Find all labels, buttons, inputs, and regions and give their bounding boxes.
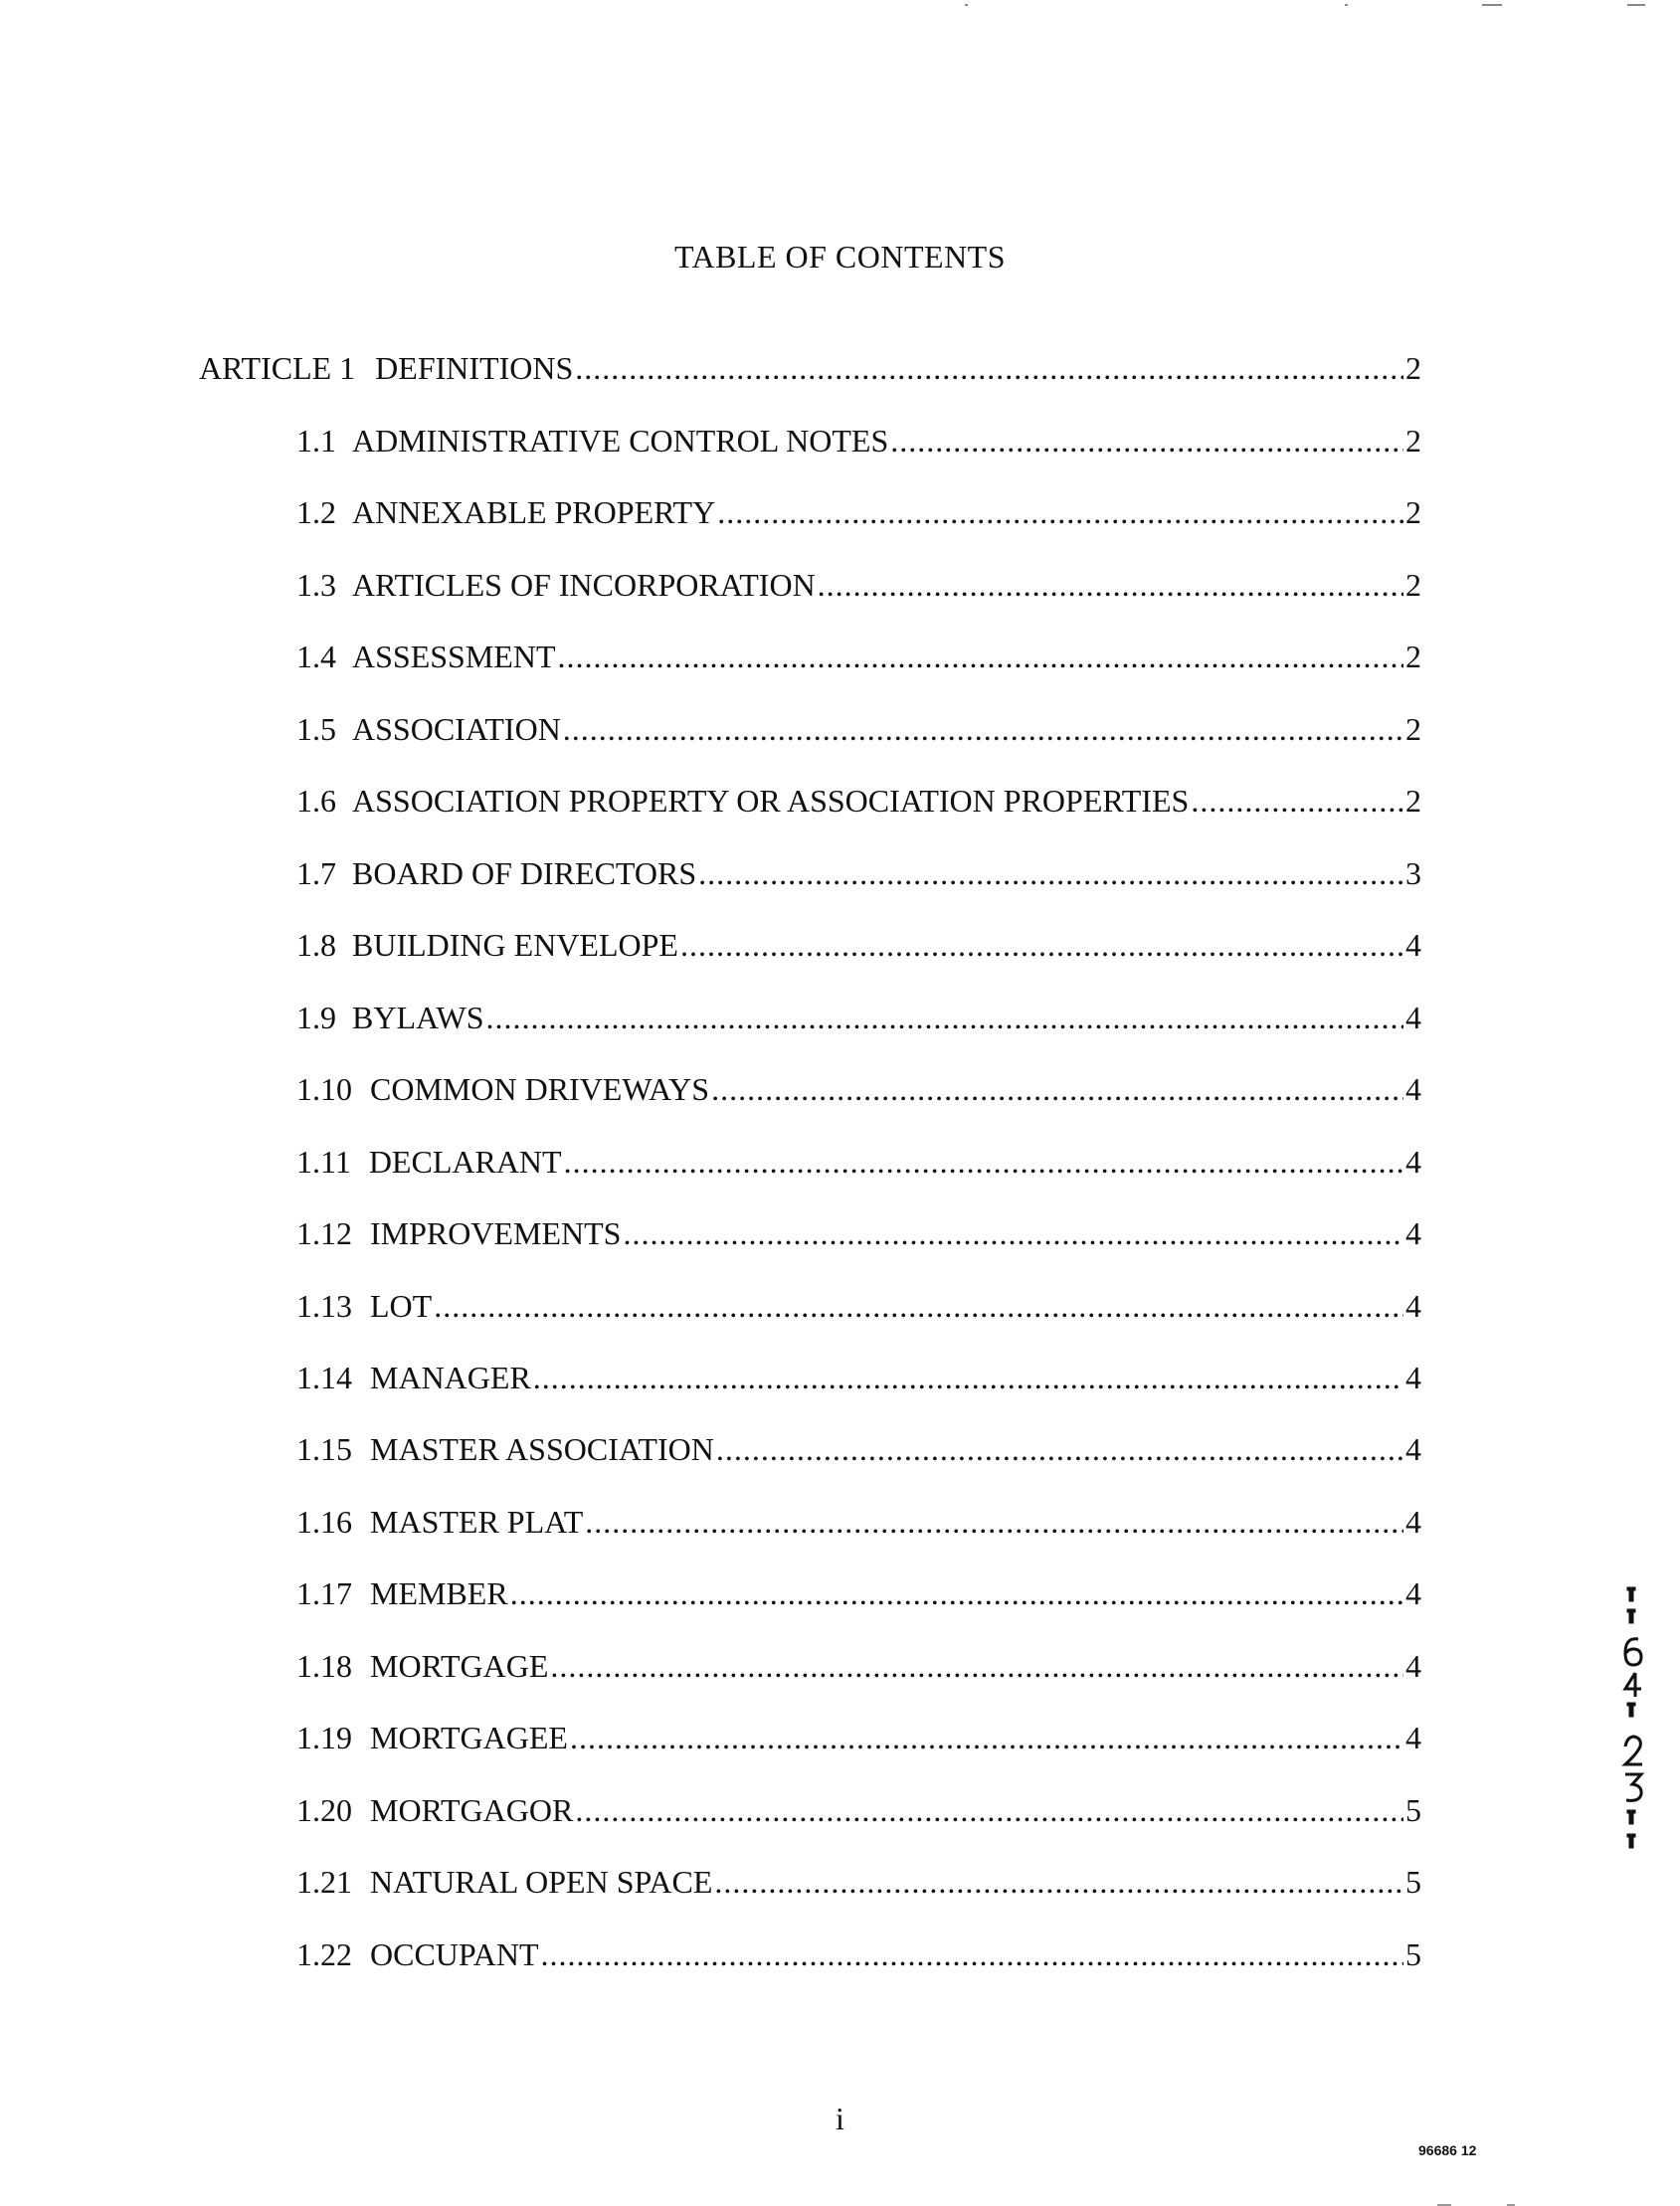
toc-entry-page: 2 [1405,567,1421,603]
toc-entry-number: 1.20 [296,1792,352,1828]
toc-entry-1-15 [296,1429,1421,1469]
toc-entry-1-21 [296,1862,1421,1902]
toc-entry-page: 4 [1405,1071,1421,1107]
toc-entry-number: 1.17 [296,1575,352,1611]
toc-entry-label: ASSESSMENT [352,639,556,674]
dot-leader [714,1862,1403,1902]
toc-entry-page: 4 [1405,1720,1421,1755]
dot-leader [716,1429,1403,1469]
toc-entry-label: OCCUPANT [370,1936,539,1972]
toc-entry-label: ASSOCIATION PROPERTY OR ASSOCIATION PROPERTIES [352,783,1190,819]
toc-entry-number: ARTICLE 1 [199,350,356,386]
toc-entry-number: 1.5 [296,711,336,747]
dot-leader [717,492,1403,532]
toc-entry-1-11 [296,1142,1421,1182]
page-number: i [836,2101,844,2136]
dot-leader [711,1069,1403,1109]
dot-leader [818,565,1403,605]
dot-leader [570,1718,1403,1757]
toc-entry-label: MANAGER [370,1360,531,1395]
toc-entry-label: ARTICLES OF INCORPORATION [352,567,816,603]
toc-entry-page: 4 [1405,1648,1421,1684]
toc-entry-number: 1.6 [296,783,336,819]
toc-entry-1-7 [296,853,1421,893]
toc-entry-label: MORTGAGE [370,1648,549,1684]
toc-entry-label: ADMINISTRATIVE CONTROL NOTES [352,423,889,459]
toc-title: TABLE OF CONTENTS [673,239,1007,275]
toc-entry-label: BYLAWS [352,1000,484,1035]
toc-entry-1-17 [296,1573,1421,1613]
toc-entry-page: 4 [1405,927,1421,963]
toc-entry-page: 2 [1405,711,1421,747]
toc-entry-1-20 [296,1790,1421,1830]
toc-entry-1-3 [296,565,1421,605]
toc-entry-label: MEMBER [370,1575,508,1611]
toc-entry-number: 1.7 [296,855,336,891]
toc-entry-page: 4 [1405,1360,1421,1395]
toc-entry-number: 1.13 [296,1288,352,1324]
dot-leader [680,925,1403,965]
toc-entry-page: 4 [1405,1215,1421,1251]
toc-entry-1-16 [296,1502,1421,1542]
toc-entry-1-6 [296,781,1421,821]
toc-entry-1-5 [296,709,1421,749]
dot-leader [1191,781,1403,821]
dot-leader [623,1213,1403,1253]
toc-entry-label: MORTGAGOR [370,1792,574,1828]
toc-entry-number: 1.18 [296,1648,352,1684]
dot-leader [564,1142,1403,1182]
toc-entry-number: 1.12 [296,1215,352,1251]
toc-entry-number: 1.14 [296,1360,352,1395]
toc-entry-label: MASTER PLAT [370,1504,584,1540]
toc-entry-number: 1.11 [296,1144,351,1180]
toc-entry-1-18 [296,1646,1421,1686]
dot-leader [486,998,1403,1037]
document-code: 96686 12 [1418,2142,1477,2158]
toc-entry-page: 2 [1405,350,1421,386]
toc-entry-label: BUILDING ENVELOPE [352,927,678,963]
toc-entry-number: 1.1 [296,423,336,459]
toc-entry-1-19 [296,1718,1421,1757]
toc-entry-page: 4 [1405,1575,1421,1611]
toc-entry-number: 1.4 [296,639,336,674]
dot-leader [434,1286,1403,1326]
toc-entry-label: BOARD OF DIRECTORS [352,855,697,891]
dot-leader [558,637,1404,676]
toc-entry-number: 1.2 [296,494,336,530]
toc-entry-number: 1.8 [296,927,336,963]
scan-marks-top [0,0,1680,14]
toc-entry-label: ANNEXABLE PROPERTY [352,494,716,530]
toc-entry-1-8 [296,925,1421,965]
dot-leader [575,348,1403,388]
toc-entry-number: 1.21 [296,1864,352,1900]
toc-entry-page: 2 [1405,423,1421,459]
toc-entry-number: 1.3 [296,567,336,603]
dot-leader [533,1358,1403,1397]
toc-entry-number: 1.10 [296,1071,352,1107]
toc-entry-number: 1.15 [296,1431,352,1467]
dot-leader [550,1646,1403,1686]
toc-entry-number: 1.22 [296,1936,352,1972]
toc-entry-page: 4 [1405,1144,1421,1180]
dot-leader [575,1790,1403,1830]
toc-entry-1-2 [296,492,1421,532]
toc-entry-page: 4 [1405,1288,1421,1324]
toc-entry-label: MASTER ASSOCIATION [370,1431,714,1467]
dot-leader [541,1934,1403,1974]
toc-entry-page: 4 [1405,1000,1421,1035]
toc-entry-1-10 [296,1069,1421,1109]
toc-entry-page: 5 [1405,1864,1421,1900]
toc-entry-page: 2 [1405,639,1421,674]
toc-entry-1-1 [296,421,1421,460]
toc-entry-number: 1.16 [296,1504,352,1540]
toc-entry-article-1 [199,348,1421,388]
recording-stamp-image [1611,1581,1651,1939]
toc-entry-1-12 [296,1213,1421,1253]
toc-entry-label: DECLARANT [368,1144,562,1180]
toc-entry-page: 3 [1405,855,1421,891]
toc-entry-1-14 [296,1358,1421,1397]
toc-entry-page: 4 [1405,1504,1421,1540]
toc-entry-label: LOT [370,1288,433,1324]
toc-entry-1-13 [296,1286,1421,1326]
toc-entry-page: 5 [1405,1792,1421,1828]
dot-leader [510,1573,1403,1613]
dot-leader [563,709,1403,749]
toc-entry-page: 2 [1405,783,1421,819]
toc-entry-1-22 [296,1934,1421,1974]
toc-entry-1-4 [296,637,1421,676]
toc-entry-label: DEFINITIONS [375,350,574,386]
toc-entry-page: 5 [1405,1936,1421,1972]
toc-entry-number: 1.19 [296,1720,352,1755]
dot-leader [890,421,1403,460]
toc-entry-page: 4 [1405,1431,1421,1467]
toc-entry-label: NATURAL OPEN SPACE [370,1864,713,1900]
toc-entry-label: MORTGAGEE [370,1720,568,1755]
toc-entry-label: IMPROVEMENTS [370,1215,622,1251]
toc-entry-page: 2 [1405,494,1421,530]
dot-leader [698,853,1403,893]
dot-leader [585,1502,1403,1542]
toc-entry-number: 1.9 [296,1000,336,1035]
toc-entry-label: COMMON DRIVEWAYS [370,1071,710,1107]
toc-entry-label: ASSOCIATION [352,711,561,747]
toc-entry-1-9 [296,998,1421,1037]
